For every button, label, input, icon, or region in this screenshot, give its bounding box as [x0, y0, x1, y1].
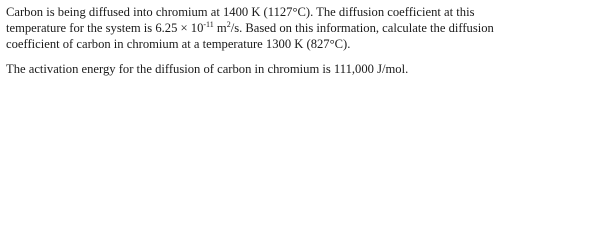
statement-line-3: coefficient of carbon in chromium at a temperature 1300 K (827°C). — [6, 37, 351, 51]
statement-line-2-text-b: /s. Based on this information, calculate the diffusion — [230, 21, 494, 35]
statement-line-1: Carbon is being diffused into chromium at 1400 K (1127°C). The diffusion coefficient at this — [6, 5, 475, 19]
exponent-squared: 2 — [226, 20, 231, 29]
statement-line-2-text-a: temperature for the system is 6.25 × 10 — [6, 21, 204, 35]
problem-text — [6, 4, 600, 77]
problem-paragraph-activation-energy — [6, 61, 600, 77]
statement-line-2-unit: m — [213, 21, 227, 35]
problem-paragraph-statement — [6, 4, 600, 52]
activation-energy-line: The activation energy for the diffusion of carbon in chromium is 111,000 J/mol. — [6, 62, 409, 76]
exponent-minus-eleven: -11 — [203, 20, 214, 29]
statement-line-2 — [6, 20, 600, 36]
